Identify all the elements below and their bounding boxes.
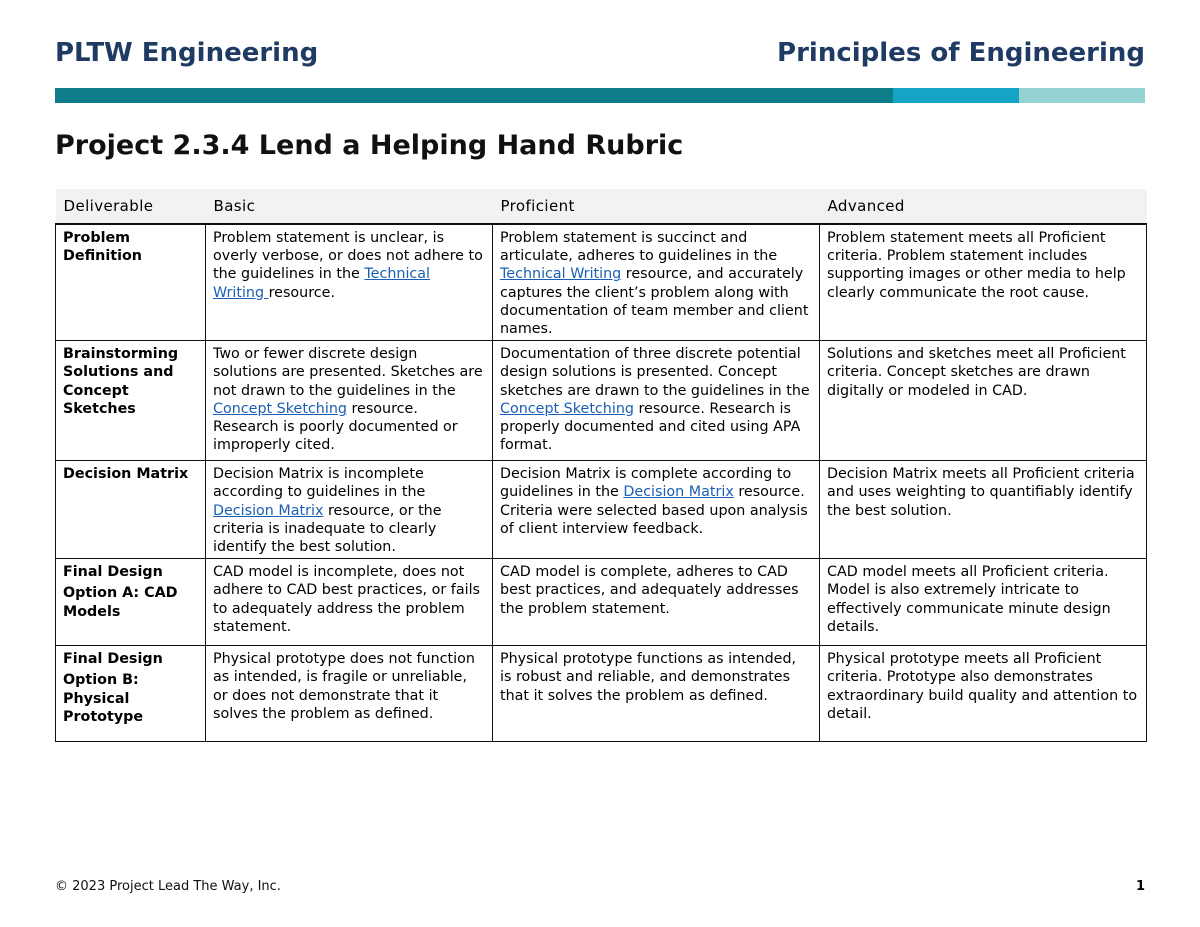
table-row <box>56 646 1147 742</box>
deliverable-label: Decision Matrix <box>63 466 189 483</box>
deliverable-cell <box>56 224 206 341</box>
basic-cell <box>206 646 493 742</box>
cell-text: resource. <box>268 284 335 301</box>
cell-text: Two or fewer discrete design solutions are presented. Sketches are not drawn to the guidelines in the <box>213 346 483 399</box>
column-header-proficient: Proficient <box>493 189 820 224</box>
basic-cell <box>206 461 493 559</box>
cell-text: CAD model is incomplete, does not adhere to CAD best practices, or fails to adequately address the problem statement. <box>213 564 480 635</box>
cell-text: Problem statement is succinct and articulate, adheres to guidelines in the <box>500 230 778 265</box>
table-row <box>56 224 1147 341</box>
cell-text: resource. Criteria were selected based upon analysis of client interview feedback. <box>500 484 808 537</box>
column-header-advanced: Advanced <box>820 189 1147 224</box>
advanced-cell <box>820 341 1147 461</box>
header-bar-segment-1 <box>55 88 893 103</box>
cell-text: resource. Research is properly documented and cited using APA format. <box>500 400 801 454</box>
cell-text: CAD model is complete, adheres to CAD best practices, and adequately addresses the problem statement. <box>500 564 799 617</box>
basic-cell <box>206 341 493 461</box>
deliverable-cell <box>56 646 206 742</box>
proficient-cell <box>493 224 820 341</box>
header-course-program: PLTW Engineering <box>55 38 319 68</box>
advanced-cell <box>820 224 1147 341</box>
basic-cell <box>206 559 493 646</box>
technical-writing-link[interactable]: Technical Writing <box>213 266 431 301</box>
column-header-deliverable: Deliverable <box>56 189 206 224</box>
footer-copyright: © 2023 Project Lead The Way, Inc. <box>55 879 281 894</box>
deliverable-label: Brainstorming Solutions and Concept Sketches <box>63 346 179 417</box>
table-row <box>56 341 1147 461</box>
concept-sketching-link[interactable]: Concept Sketching <box>500 400 634 417</box>
decision-matrix-link[interactable]: Decision Matrix <box>623 484 734 501</box>
basic-cell <box>206 224 493 341</box>
cell-text: resource, and accurately captures the client’s problem along with documentation of team member and client names. <box>500 266 809 338</box>
table-header-row <box>56 189 1147 224</box>
rubric-table <box>55 189 1147 742</box>
cell-text: CAD model meets all Proficient criteria. Model is also extremely intricate to effectively communicate minute design details. <box>827 564 1111 635</box>
cell-text: Decision Matrix meets all Proficient criteria and uses weighting to quantifiably identify the best solution. <box>827 466 1135 519</box>
cell-text: Decision Matrix is incomplete according to guidelines in the <box>213 466 426 501</box>
deliverable-option-label: Option A: CAD Models <box>63 585 178 620</box>
header-course-name: Principles of Engineering <box>777 38 1145 68</box>
decision-matrix-link[interactable]: Decision Matrix <box>213 502 324 519</box>
technical-writing-link[interactable]: Technical Writing <box>500 266 622 283</box>
deliverable-label: Problem Definition <box>63 230 142 265</box>
deliverable-label: Final Design <box>63 564 163 581</box>
cell-text: Solutions and sketches meet all Proficient criteria. Concept sketches are drawn digitally or modeled in CAD. <box>827 346 1126 399</box>
concept-sketching-link[interactable]: Concept Sketching <box>213 400 347 417</box>
deliverable-cell <box>56 341 206 461</box>
cell-text: Physical prototype functions as intended, is robust and reliable, and demonstrates that it solves the problem as defined. <box>500 651 797 704</box>
page-number: 1 <box>1135 879 1145 894</box>
page-title: Project 2.3.4 Lend a Helping Hand Rubric <box>55 130 684 161</box>
advanced-cell <box>820 461 1147 559</box>
header-bar-segment-3 <box>1019 88 1145 103</box>
deliverable-option-label: Option B: Physical Prototype <box>63 672 144 725</box>
column-header-basic: Basic <box>206 189 493 224</box>
header-bar-segment-2 <box>893 88 1019 103</box>
deliverable-label: Final Design <box>63 651 163 668</box>
table-row <box>56 559 1147 646</box>
cell-text: Decision Matrix is complete according to guidelines in the <box>500 466 792 501</box>
deliverable-cell <box>56 461 206 559</box>
advanced-cell <box>820 646 1147 742</box>
cell-text: Problem statement meets all Proficient criteria. Problem statement includes supporting images or other media to help clearly communicate the root cause. <box>827 230 1126 301</box>
proficient-cell <box>493 461 820 559</box>
deliverable-cell <box>56 559 206 646</box>
proficient-cell <box>493 341 820 461</box>
proficient-cell <box>493 559 820 646</box>
cell-text: Physical prototype meets all Proficient criteria. Prototype also demonstrates extraordinary build quality and attention to detail. <box>827 651 1138 722</box>
cell-text: Physical prototype does not function as intended, is fragile or unreliable, or does not demonstrate that it solves the problem as defined. <box>213 651 475 722</box>
table-row <box>56 461 1147 559</box>
cell-text: resource, or the criteria is inadequate to clearly identify the best solution. <box>213 502 442 556</box>
cell-text: Documentation of three discrete potential design solutions is presented. Concept sketches are drawn to the guidelines in the <box>500 346 810 399</box>
advanced-cell <box>820 559 1147 646</box>
cell-text: Problem statement is unclear, is overly verbose, or does not adhere to the guidelines in the <box>213 230 483 283</box>
proficient-cell <box>493 646 820 742</box>
cell-text: resource. Research is poorly documented or improperly cited. <box>213 400 458 454</box>
